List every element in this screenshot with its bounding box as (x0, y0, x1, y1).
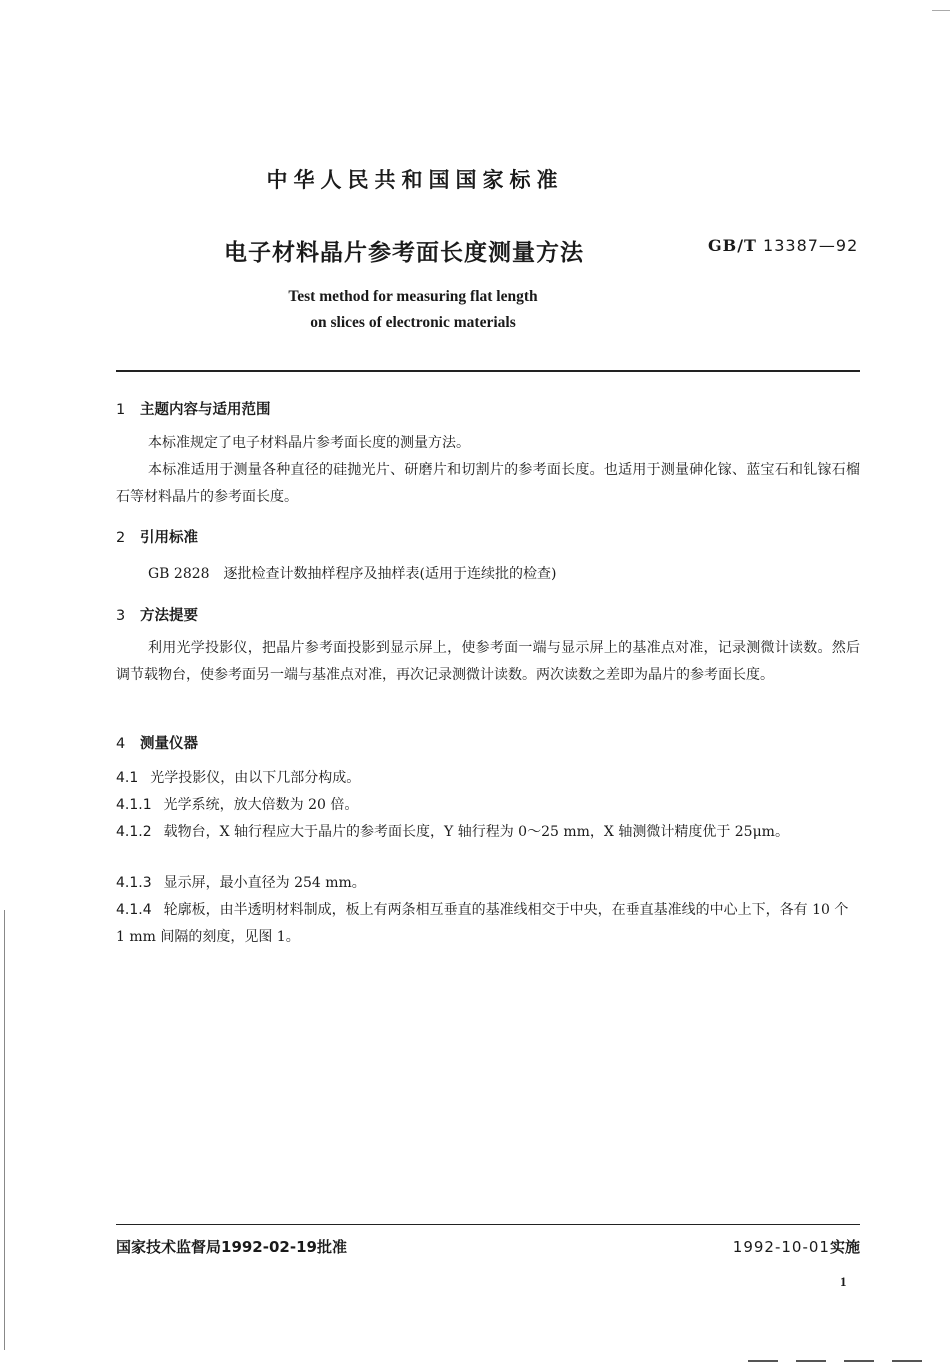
english-title-line-2: on slices of electronic materials (310, 314, 516, 331)
item-4-1-4 (116, 897, 860, 951)
item-4-1-1-number: 4.1.1 (116, 797, 152, 813)
section-2-title: 引用标准 (140, 530, 198, 546)
item-4-1-2 (116, 819, 860, 846)
item-4-1-3-number: 4.1.3 (116, 875, 152, 891)
standard-type-heading: 中华人民共和国国家标准 (266, 168, 564, 192)
scan-corner-mark (932, 0, 950, 11)
section-1-para-2: 本标准适用于测量各种直径的硅抛光片、研磨片和切割片的参考面长度。也适用于测量砷化镓、蓝宝石和钆镓石榴石等材料晶片的参考面长度。 (116, 462, 860, 505)
page-number: 1 (840, 1274, 847, 1289)
section-3-title: 方法提要 (140, 608, 198, 624)
standard-number (708, 236, 858, 255)
standard-code: 13387—92 (763, 236, 859, 255)
section-1-para-1: 本标准规定了电子材料晶片参考面长度的测量方法。 (148, 435, 470, 451)
effective-line (733, 1236, 860, 1257)
english-title (0, 284, 826, 336)
reference-standard-line: GB 2828 逐批检查计数抽样程序及抽样表(适用于连续批的检查) (148, 566, 557, 582)
item-4-1-3 (116, 870, 860, 897)
section-4-title: 测量仪器 (140, 736, 198, 752)
item-4-1-4-number: 4.1.4 (116, 902, 152, 918)
header-rule (116, 370, 860, 372)
scan-dash-1 (748, 1360, 778, 1362)
scan-edge-line (4, 910, 5, 1350)
effective-label: 实施 (829, 1238, 860, 1256)
section-3-heading (116, 604, 198, 625)
item-4-1-1-text: 光学系统，放大倍数为 20 倍。 (163, 797, 359, 813)
section-1-number: 1 (116, 402, 126, 418)
scan-dash-4 (892, 1360, 922, 1362)
effective-date: 1992-10-01 (732, 1238, 830, 1256)
english-title-line-1: Test method for measuring flat length (288, 288, 538, 305)
approval-line: 国家技术监督局1992-02-19批准 (116, 1238, 347, 1256)
item-4-1-text: 光学投影仪，由以下几部分构成。 (150, 770, 361, 786)
footer-rule (116, 1224, 860, 1225)
item-4-1 (116, 765, 860, 792)
section-4-number: 4 (116, 736, 126, 752)
item-4-1-1 (116, 792, 860, 819)
scan-dash-3 (844, 1360, 874, 1362)
item-4-1-2-number: 4.1.2 (116, 824, 152, 840)
document-title: 电子材料晶片参考面长度测量方法 (224, 240, 584, 266)
section-4-heading (116, 732, 198, 753)
item-4-1-3-text: 显示屏，最小直径为 254 mm。 (163, 875, 366, 891)
section-1-title: 主题内容与适用范围 (140, 402, 271, 418)
item-4-1-2-text: 载物台，X 轴行程应大于晶片的参考面长度，Y 轴行程为 0～25 mm，X 轴测微计精度优于 25μm。 (163, 824, 789, 840)
standard-prefix: GB/T (708, 236, 757, 255)
scan-dash-2 (796, 1360, 826, 1362)
item-4-1-number: 4.1 (116, 770, 139, 786)
section-3-number: 3 (116, 608, 126, 624)
section-2-number: 2 (116, 530, 126, 546)
item-4-1-4-text: 轮廓板，由半透明材料制成，板上有两条相互垂直的基准线相交于中央，在垂直基准线的中心上下，各有 10 个 1 mm 间隔的刻度，见图 1。 (116, 902, 849, 945)
section-3-para-1: 利用光学投影仪，把晶片参考面投影到显示屏上，使参考面一端与显示屏上的基准点对准，记录测微计读数。然后调节载物台，使参考面另一端与基准点对准，再次记录测微计读数。两次读数之差即为晶片的参考面长度。 (116, 640, 860, 683)
section-2-heading (116, 526, 198, 547)
section-1-heading (116, 398, 271, 419)
